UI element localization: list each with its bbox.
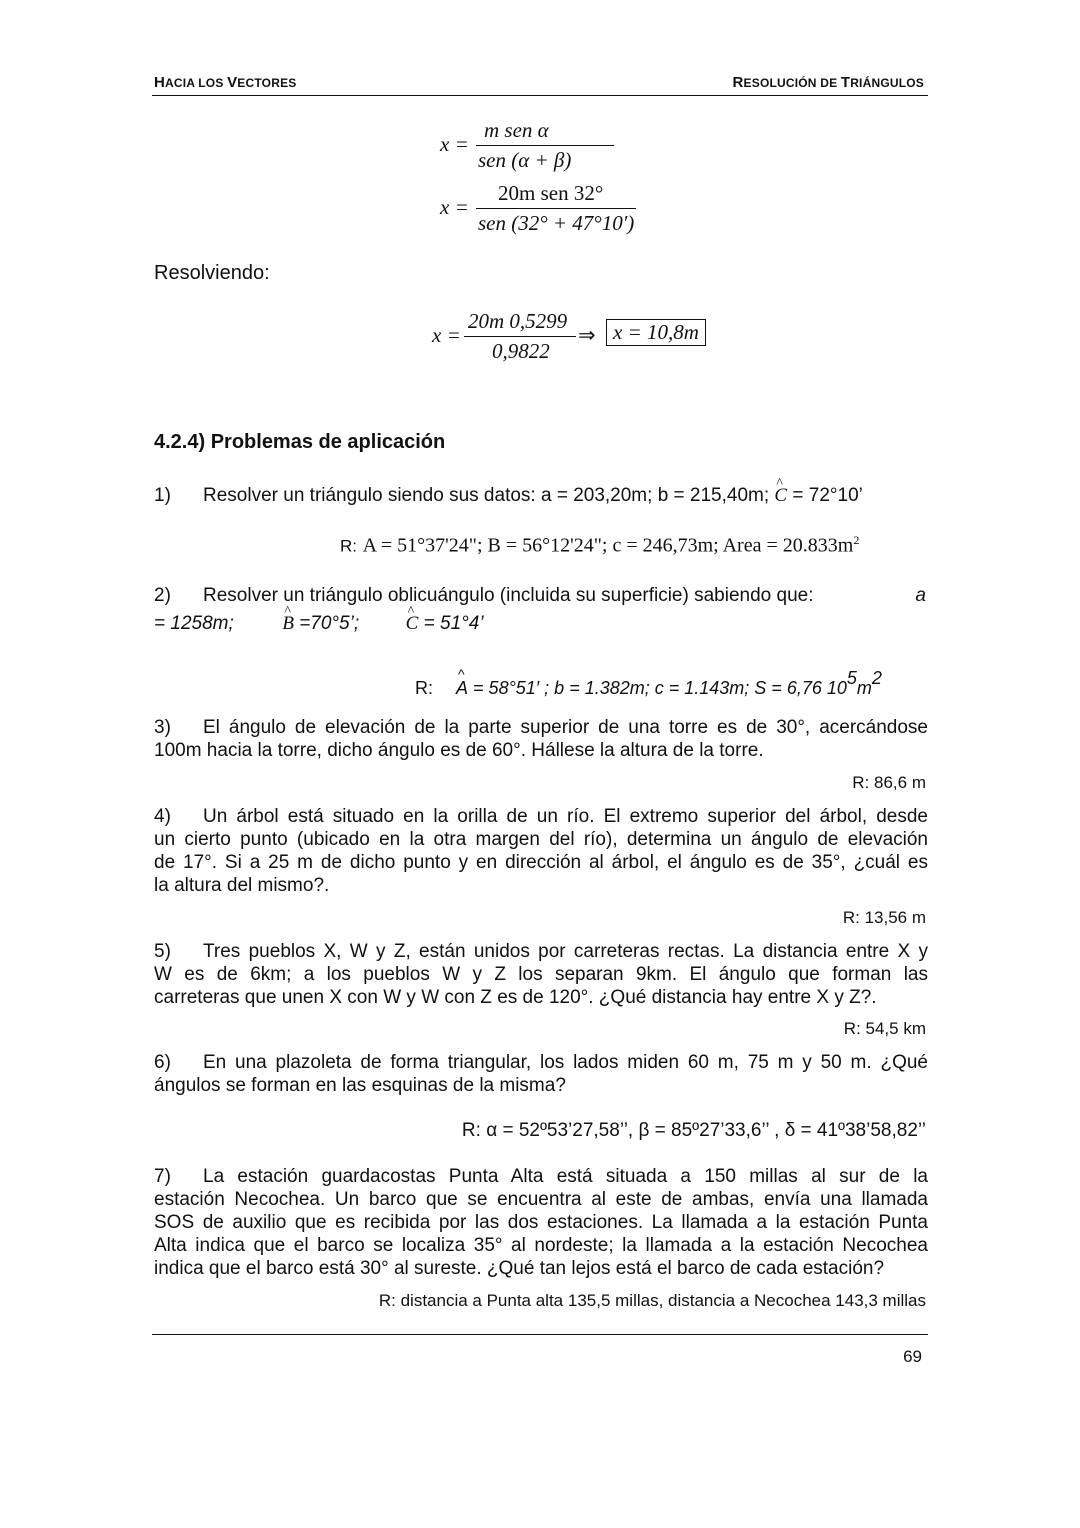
problem-number: 7) (154, 1166, 171, 1187)
problem-text: 100m hacia la torre, dicho ángulo es de 60°. Hállese la altura de la torre. (154, 740, 764, 761)
answer-superscript: 2 (871, 668, 882, 688)
problem-number: 5) (154, 941, 171, 962)
problem-number: 4) (154, 806, 171, 827)
angle-c-value: = 51°4’ (423, 613, 484, 634)
page-number: 69 (903, 1347, 922, 1366)
problem-4 (154, 805, 928, 897)
header-left: HACIA LOS VECTORES (154, 74, 297, 91)
problem-number: 1) (154, 485, 171, 506)
problem-text: indica que el barco está 30° al sureste. ¿Qué tan lejos está el barco de cada estación? (154, 1258, 885, 1279)
angle-c-hat: ^ C (774, 484, 787, 507)
fraction-bar (476, 208, 636, 209)
formula-3-lhs: x = (432, 323, 461, 347)
formula-2-lhs: x = (440, 195, 469, 219)
angle-a-hat: ^ A (456, 678, 468, 699)
side-a-letter: a (915, 585, 926, 606)
problem-text: ángulos se forman en las esquinas de la misma? (154, 1075, 566, 1096)
problem-text: Un árbol está situado en la orilla de un río. El extremo superior del árbol, desde (203, 806, 928, 827)
problem-1-answer (340, 533, 859, 558)
formula-2-denominator: sen (32° + 47°10′) (478, 211, 635, 235)
angle-b-value: =70°5’; (299, 613, 360, 634)
problem-text: carreteras que unen X con W y W con Z es de 120°. ¿Qué distancia hay entre X y Z?. (154, 987, 877, 1008)
side-a-value: = 1258m; (154, 613, 234, 634)
formula-2-numerator: 20m sen 32° (498, 181, 604, 205)
resolviendo-label: Resolviendo: (154, 262, 270, 284)
implies-arrow: ⇒ (578, 323, 596, 347)
problem-text: estación Necochea. Un barco que se encuentra al este de ambas, envía una llamada (154, 1189, 928, 1210)
problem-7-answer: R: distancia a Punta alta 135,5 millas, distancia a Necochea 143,3 millas (378, 1291, 926, 1310)
problem-number: 6) (154, 1052, 171, 1073)
formula-1-lhs: x = (440, 132, 469, 156)
problem-text: Tres pueblos X, W y Z, están unidos por carreteras rectas. La distancia entre X y (203, 941, 928, 962)
answer-text: = 58°51′ ; b = 1.382m; c = 1.143m; S = 6,76 10 (473, 678, 847, 698)
answer-superscript: 5 (846, 668, 857, 688)
angle-c-hat: ^ C (406, 612, 419, 635)
problem-5 (154, 940, 928, 1009)
problem-text: de 17°. Si a 25 m de dicho punto y en dirección al árbol, el ángulo es de 35°, ¿cuál es (154, 852, 928, 873)
problem-2 (154, 584, 928, 607)
problem-text: Resolver un triángulo siendo sus datos: a = 203,20m; b = 215,40m; (203, 485, 770, 506)
problem-text: Alta indica que el barco se localiza 35° al nordeste; la llamada a la estación Necochea (154, 1235, 928, 1256)
problem-text: Resolver un triángulo oblicuángulo (incluida su superficie) sabiendo que: (203, 585, 814, 606)
problem-text: El ángulo de elevación de la parte superior de una torre es de 30°, acercándose (203, 717, 928, 738)
problem-text: la altura del mismo?. (154, 875, 330, 896)
formula-2 (440, 181, 660, 241)
problem-text: La estación guardacostas Punta Alta está situada a 150 millas al sur de la (203, 1166, 928, 1187)
answer-unit: m (856, 678, 872, 698)
formula-1-denominator: sen (α + β) (478, 148, 572, 172)
formula-3 (432, 309, 712, 369)
fraction-bar (476, 145, 614, 146)
problem-6 (154, 1051, 928, 1097)
fraction-bar (464, 336, 576, 337)
header-right: RESOLUCIÓN DE TRIÁNGULOS (732, 74, 924, 91)
problem-4-answer: R: 13,56 m (842, 908, 926, 927)
problem-text: En una plazoleta de forma triangular, los lados miden 60 m, 75 m y 50 m. ¿Qué (203, 1052, 928, 1073)
formula-3-denominator: 0,9822 (492, 339, 550, 363)
problem-3 (154, 716, 928, 762)
problem-6-answer: R: α = 52º53’27,58’’, β = 85º27’33,6’’ , δ = 41º38’58,82’’ (461, 1120, 926, 1141)
answer-text: A = 51°37'24"; B = 56°12'24"; c = 246,73m; Area = 20.833m (362, 534, 854, 557)
formula-1 (440, 118, 640, 178)
answer-superscript: 2 (853, 533, 860, 547)
problem-text-end: = 72°10’ (792, 485, 863, 506)
problem-7 (154, 1165, 928, 1280)
problem-text: W es de 6km; a los pueblos W y Z los separan 9km. El ángulo que forman las (154, 964, 928, 985)
problem-5-answer: R: 54,5 km (843, 1019, 926, 1038)
angle-b-hat: ^ B (282, 612, 294, 635)
formula-3-numerator: 20m 0,5299 (468, 309, 568, 333)
section-title: 4.2.4) Problemas de aplicación (154, 431, 446, 453)
problem-1 (154, 484, 928, 507)
problem-text: SOS de auxilio que es recibida por las dos estaciones. La llamada a la estación Punta (154, 1212, 928, 1233)
header-rule (152, 95, 928, 96)
problem-2-data-line (154, 612, 484, 635)
footer-rule (152, 1334, 928, 1335)
answer-label: R: (415, 678, 433, 698)
answer-label: R: (340, 536, 357, 556)
problem-number: 2) (154, 585, 171, 606)
problem-2-answer (415, 668, 882, 699)
problem-number: 3) (154, 717, 171, 738)
boxed-result: x = 10,8m (606, 319, 706, 346)
problem-text: un cierto punto (ubicado en la otra margen del río), determina un ángulo de elevación (154, 829, 928, 850)
formula-1-numerator: m sen α (484, 118, 549, 142)
problem-3-answer: R: 86,6 m (852, 773, 926, 792)
